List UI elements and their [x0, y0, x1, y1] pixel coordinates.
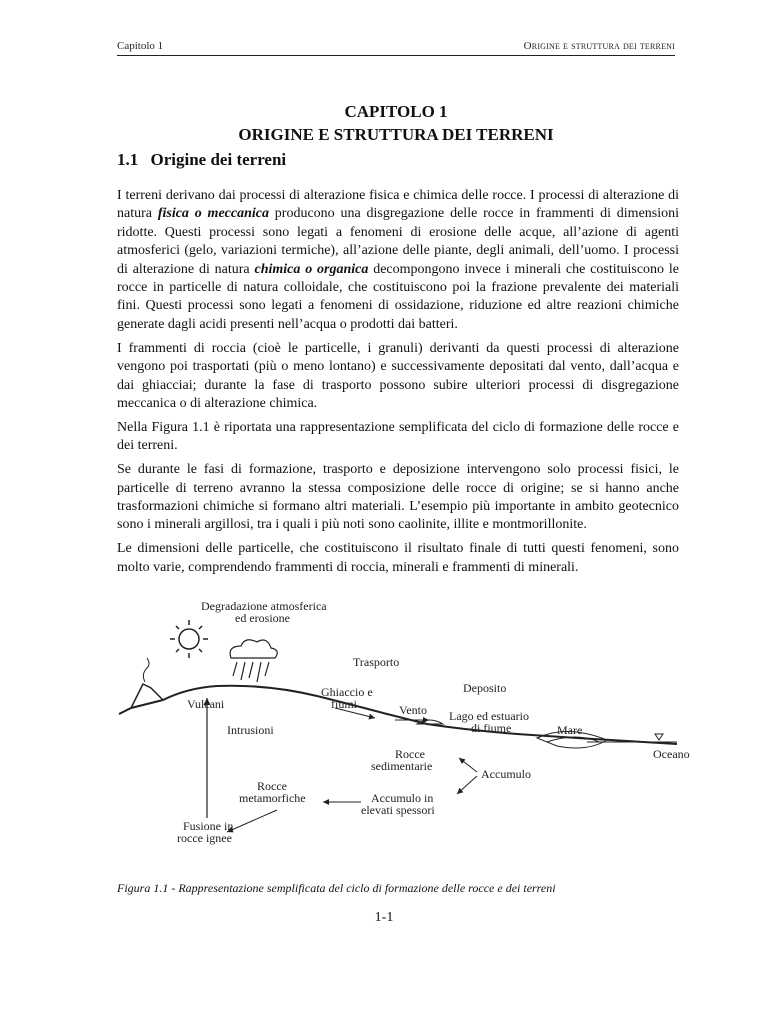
paragraph-3: Nella Figura 1.1 è riportata una rappresentazione semplificata del ciclo di formazione delle rocce e dei terreni. [117, 419, 679, 454]
figure-rock-cycle [117, 596, 690, 856]
sun-icon [170, 620, 208, 658]
label-sedimentarie-1: Rocce [395, 747, 425, 761]
label-metamorfiche-2: metamorfiche [239, 791, 306, 805]
figure-caption: Figura 1.1 - Rappresentazione semplificata del ciclo di formazione delle rocce e dei terreni [117, 881, 556, 895]
paragraph-5: Le dimensioni delle particelle, che costituiscono il risultato finale di tutti questi fenomeni, sono molto varie, comprendendo frammenti di roccia, minerali e frammenti di minerali. [117, 541, 679, 575]
label-degradazione-2: ed erosione [235, 611, 290, 625]
label-accumulo-in-1: Accumulo in [371, 791, 434, 805]
chapter-number: CAPITOLO 1 [344, 102, 448, 121]
body-text [117, 187, 679, 583]
arrow-accumulo-down [457, 776, 477, 794]
label-lago-2: di fiume [471, 721, 512, 735]
header-title: Origine e struttura dei terreni [523, 40, 675, 52]
page-number: 1-1 [374, 910, 394, 925]
paragraph-1-part-a: I terreni derivano dai processi di alterazione fisica e chimica delle rocce. I processi di alterazione di natura [117, 188, 679, 222]
label-accumulo: Accumulo [481, 767, 531, 781]
paragraph-1-part-c: decompongono invece i minerali che costituiscono le rocce in particelle di natura colloidale, che costituiscono poi la frazione prevalente dei materiali fini. Questi processi sono legati a fenomeni di ossidazione, riduzione ed altre reazioni chimiche generate dagli acidi presenti nell’acqua o prodotti dai batteri. [117, 261, 679, 332]
rain-cloud-icon [230, 640, 277, 682]
header-chapter: Capitolo 1 [117, 40, 164, 52]
paragraph-4: Se durante le fasi di formazione, trasporto e deposizione intervengono solo processi fisici, le particelle di terreno avranno la stessa composizione delle rocce di origine; se si hanno anche trasformazioni chimiche si formano altri materiali. L’esempio più importante in ambito geotecnico sono i minerali argillosi, tra i quali i più noti sono caolinite, illite e montmorillonite. [117, 462, 679, 533]
label-sedimentarie-2: sedimentarie [371, 759, 433, 773]
arrow-to-fusione [227, 810, 277, 832]
section-number: 1.1 [117, 150, 139, 169]
paragraph-1 [117, 187, 679, 334]
label-accumulo-in-2: elevati spessori [361, 803, 435, 817]
sea-level-marker-icon [655, 734, 663, 740]
page-header [117, 40, 675, 56]
arrow-accumulo-up [459, 758, 477, 772]
label-vulcani: Vulcani [187, 697, 225, 711]
chapter-title: ORIGINE E STRUTTURA DEI TERRENI [238, 125, 554, 144]
section-title: Origine dei terreni [150, 150, 287, 169]
label-vento: Vento [399, 703, 427, 717]
label-lago-1: Lago ed estuario [449, 709, 529, 723]
label-trasporto: Trasporto [353, 655, 400, 669]
emphasis-fisica: fisica o meccanica [157, 206, 269, 222]
paragraph-1-part-b: producono una disgregazione delle rocce in frammenti di dimensioni ridotte. Questi processi sono legati a fenomeni di erosione delle acque, all’azione di agenti atmosferici (gelo, variazioni termiche), all’azione delle piante, degli animali, dell’uomo. I processi di alterazione di natura [117, 206, 680, 277]
label-oceano: Oceano [653, 747, 690, 761]
label-fusione-2: rocce ignee [177, 831, 232, 845]
label-degradazione-1: Degradazione atmosferica [201, 599, 327, 613]
label-deposito: Deposito [463, 681, 507, 695]
label-metamorfiche-1: Rocce [257, 779, 287, 793]
label-mare: Mare [557, 723, 583, 737]
label-fusione-1: Fusione in [183, 819, 234, 833]
chapter-heading [117, 100, 675, 146]
label-ghiacci-2: fiumi [331, 697, 357, 711]
emphasis-chimica: chimica o organica [254, 261, 369, 277]
label-ghiacci-1: Ghiaccio e [321, 685, 373, 699]
paragraph-2: I frammenti di roccia (cioè le particelle, i granuli) derivanti da questi processi di alterazione vengono poi trasportati (più o meno lontano) e successivamente depositati dal vento, dall’acqua e dai ghiacciai; durante la fase di trasporto possono subire ulteriori processi di disgregazione meccanica o di alterazione chimica. [117, 340, 679, 411]
section-heading [117, 150, 286, 170]
label-intrusioni: Intrusioni [227, 723, 274, 737]
rock-cycle-diagram [117, 596, 690, 856]
